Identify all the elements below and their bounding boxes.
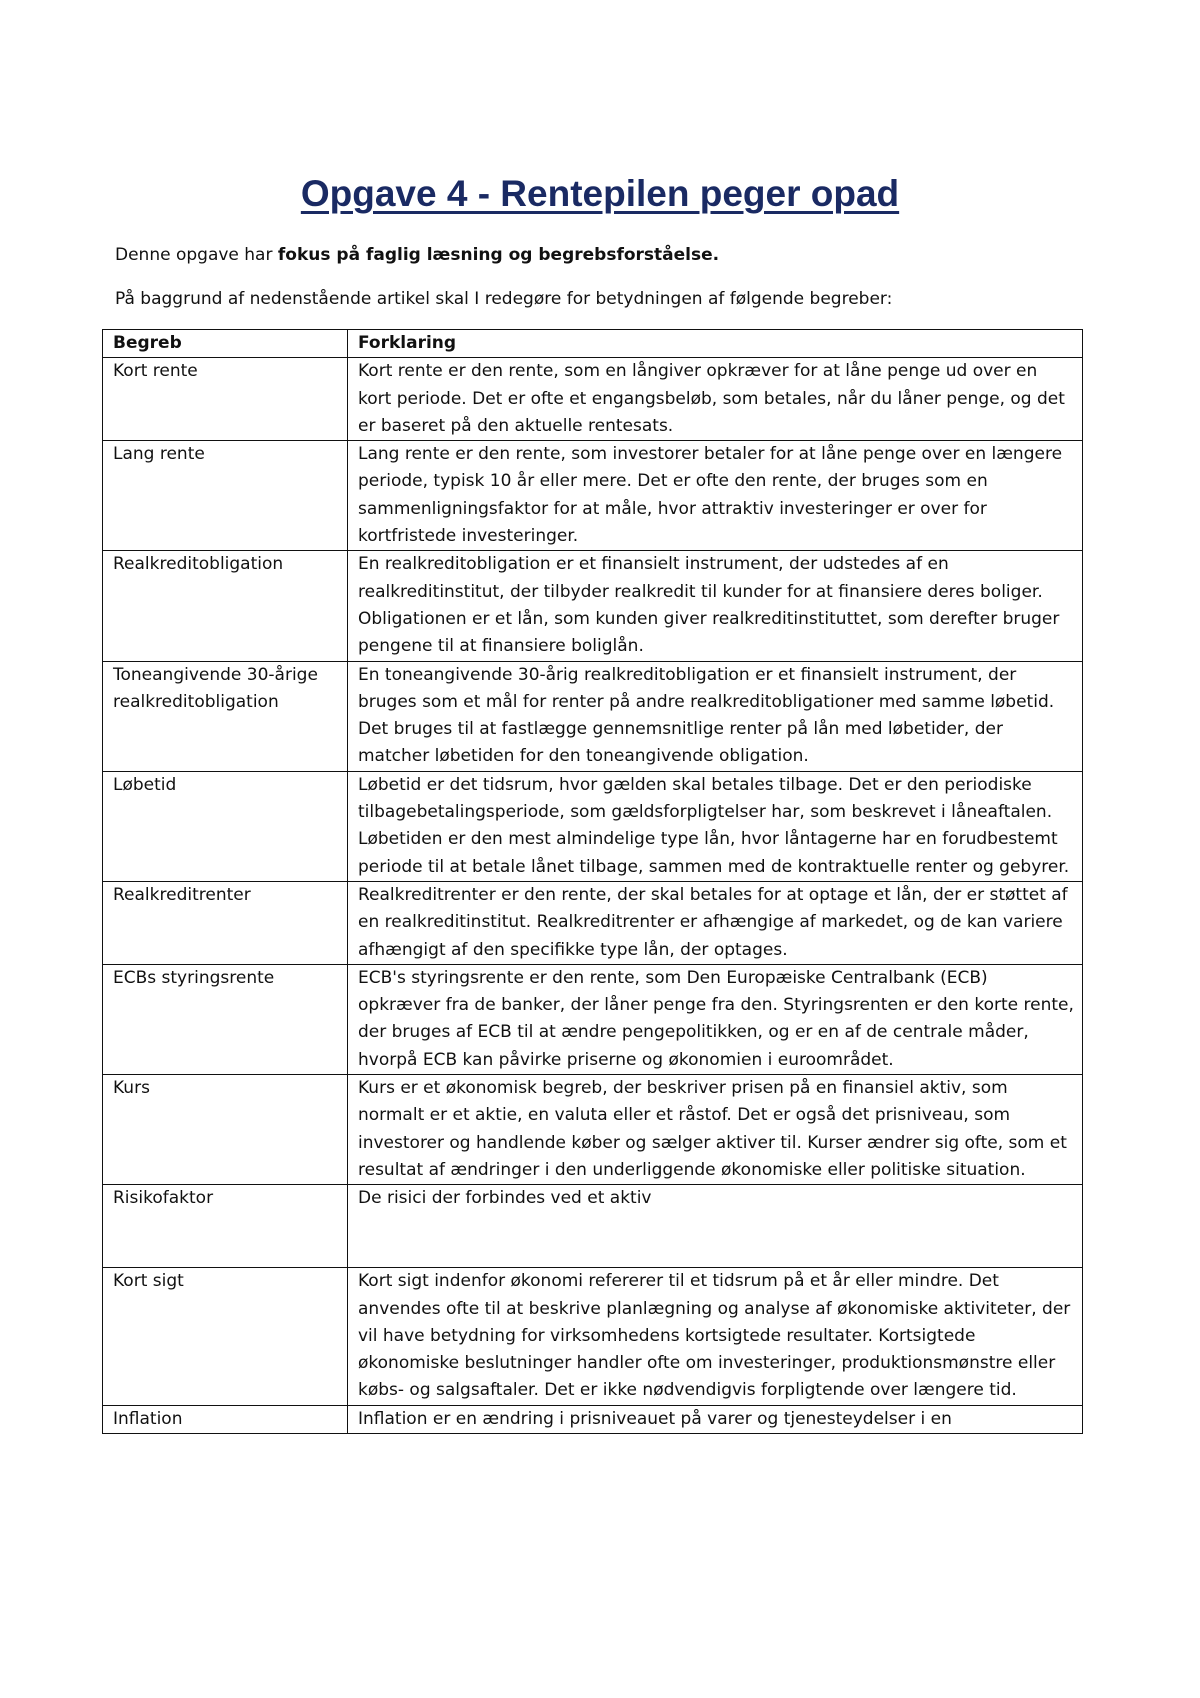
table-header-row (103, 330, 1083, 358)
explanation-cell: Inflation er en ændring i prisniveauet på varer og tjenesteydelser i en (348, 1405, 1083, 1433)
explanation-cell: Kurs er et økonomisk begreb, der beskriver prisen på en finansiel aktiv, som normalt er et aktie, en valuta eller et råstof. Det er også det prisniveau, som investorer og handlende køber og sælger aktiver til. Kurser ændrer sig ofte, som et resultat af ændringer i den underliggende økonomiske eller politiske situation. (348, 1075, 1083, 1185)
explanation-cell: Realkreditrenter er den rente, der skal betales for at optage et lån, der er støttet af en realkreditinstitut. Realkreditrenter er afhængige af markedet, og de kan variere afhængigt af den specifikke type lån, der optages. (348, 881, 1083, 964)
term-cell: Inflation (103, 1405, 348, 1433)
header-explanation: Forklaring (348, 330, 1083, 358)
term-cell: Kort rente (103, 358, 348, 441)
term-cell: Risikofaktor (103, 1185, 348, 1268)
intro-instruction-paragraph: På baggrund af nedenstående artikel skal I redegøre for betydningen af følgende begreber: (115, 289, 893, 309)
table-row (103, 661, 1083, 771)
table-row (103, 551, 1083, 661)
explanation-cell: Løbetid er det tidsrum, hvor gælden skal betales tilbage. Det er den periodiske tilbagebetalingsperiode, som gældsforpligtelser har, som beskrevet i låneaftalen. Løbetiden er den mest almindelige type lån, hvor låntagerne har en forudbestemt periode til at betale lånet tilbage, sammen med de kontraktuelle renter og gebyrer. (348, 771, 1083, 881)
table-row (103, 1268, 1083, 1405)
table-row (103, 881, 1083, 964)
term-cell: Lang rente (103, 441, 348, 551)
intro-focus-text: Denne opgave har (115, 245, 278, 265)
table-row (103, 1075, 1083, 1185)
explanation-cell: De risici der forbindes ved et aktiv (348, 1185, 1083, 1268)
page-title: Opgave 4 - Rentepilen peger opad (300, 173, 900, 214)
explanation-cell: ECB's styringsrente er den rente, som Den Europæiske Centralbank (ECB) opkræver fra de banker, der låner penge fra den. Styringsrenten er den korte rente, der bruges af ECB til at ændre pengepolitikken, og er en af de centrale måder, hvorpå ECB kan påvirke priserne og økonomien i euroområdet. (348, 964, 1083, 1074)
explanation-cell: En toneangivende 30-årig realkreditobligation er et finansielt instrument, der bruges som et mål for renter på andre realkreditobligationer med samme løbetid. Det bruges til at fastlægge gennemsnitlige renter på lån med løbetider, der matcher løbetiden for den toneangivende obligation. (348, 661, 1083, 771)
term-cell: ECBs styringsrente (103, 964, 348, 1074)
table-row (103, 1405, 1083, 1433)
explanation-cell: Kort rente er den rente, som en långiver opkræver for at låne penge ud over en kort periode. Det er ofte et engangsbeløb, som betales, når du låner penge, og det er baseret på den aktuelle rentesats. (348, 358, 1083, 441)
table-row (103, 358, 1083, 441)
explanation-cell: En realkreditobligation er et finansielt instrument, der udstedes af en realkreditinstitut, der tilbyder realkredit til kunder for at finansiere deres boliger. Obligationen er et lån, som kunden giver realkreditinstituttet, som derefter bruger pengene til at finansiere boliglån. (348, 551, 1083, 661)
term-cell: Realkreditobligation (103, 551, 348, 661)
terms-table (102, 329, 1083, 1434)
table-row (103, 1185, 1083, 1268)
intro-focus-bold: fokus på faglig læsning og begrebsforståelse. (277, 245, 720, 265)
table-row (103, 964, 1083, 1074)
term-cell: Realkreditrenter (103, 881, 348, 964)
explanation-cell: Kort sigt indenfor økonomi refererer til et tidsrum på et år eller mindre. Det anvendes ofte til at beskrive planlægning og analyse af økonomiske aktiviteter, der vil have betydning for virksomhedens kortsigtede resultater. Kortsigtede økonomiske beslutninger handler ofte om investeringer, produktionsmønstre eller købs- og salgsaftaler. Det er ikke nødvendigvis forpligtende over længere tid. (348, 1268, 1083, 1405)
explanation-cell: Lang rente er den rente, som investorer betaler for at låne penge over en længere periode, typisk 10 år eller mere. Det er ofte den rente, der bruges som en sammenligningsfaktor for at måle, hvor attraktiv investeringer er over for kortfristede investeringer. (348, 441, 1083, 551)
term-cell: Kurs (103, 1075, 348, 1185)
term-cell: Løbetid (103, 771, 348, 881)
intro-focus-paragraph (115, 243, 1095, 267)
table-row (103, 441, 1083, 551)
term-cell: Kort sigt (103, 1268, 348, 1405)
header-term: Begreb (103, 330, 348, 358)
term-cell: Toneangivende 30-årige realkreditobligation (103, 661, 348, 771)
table-row (103, 771, 1083, 881)
